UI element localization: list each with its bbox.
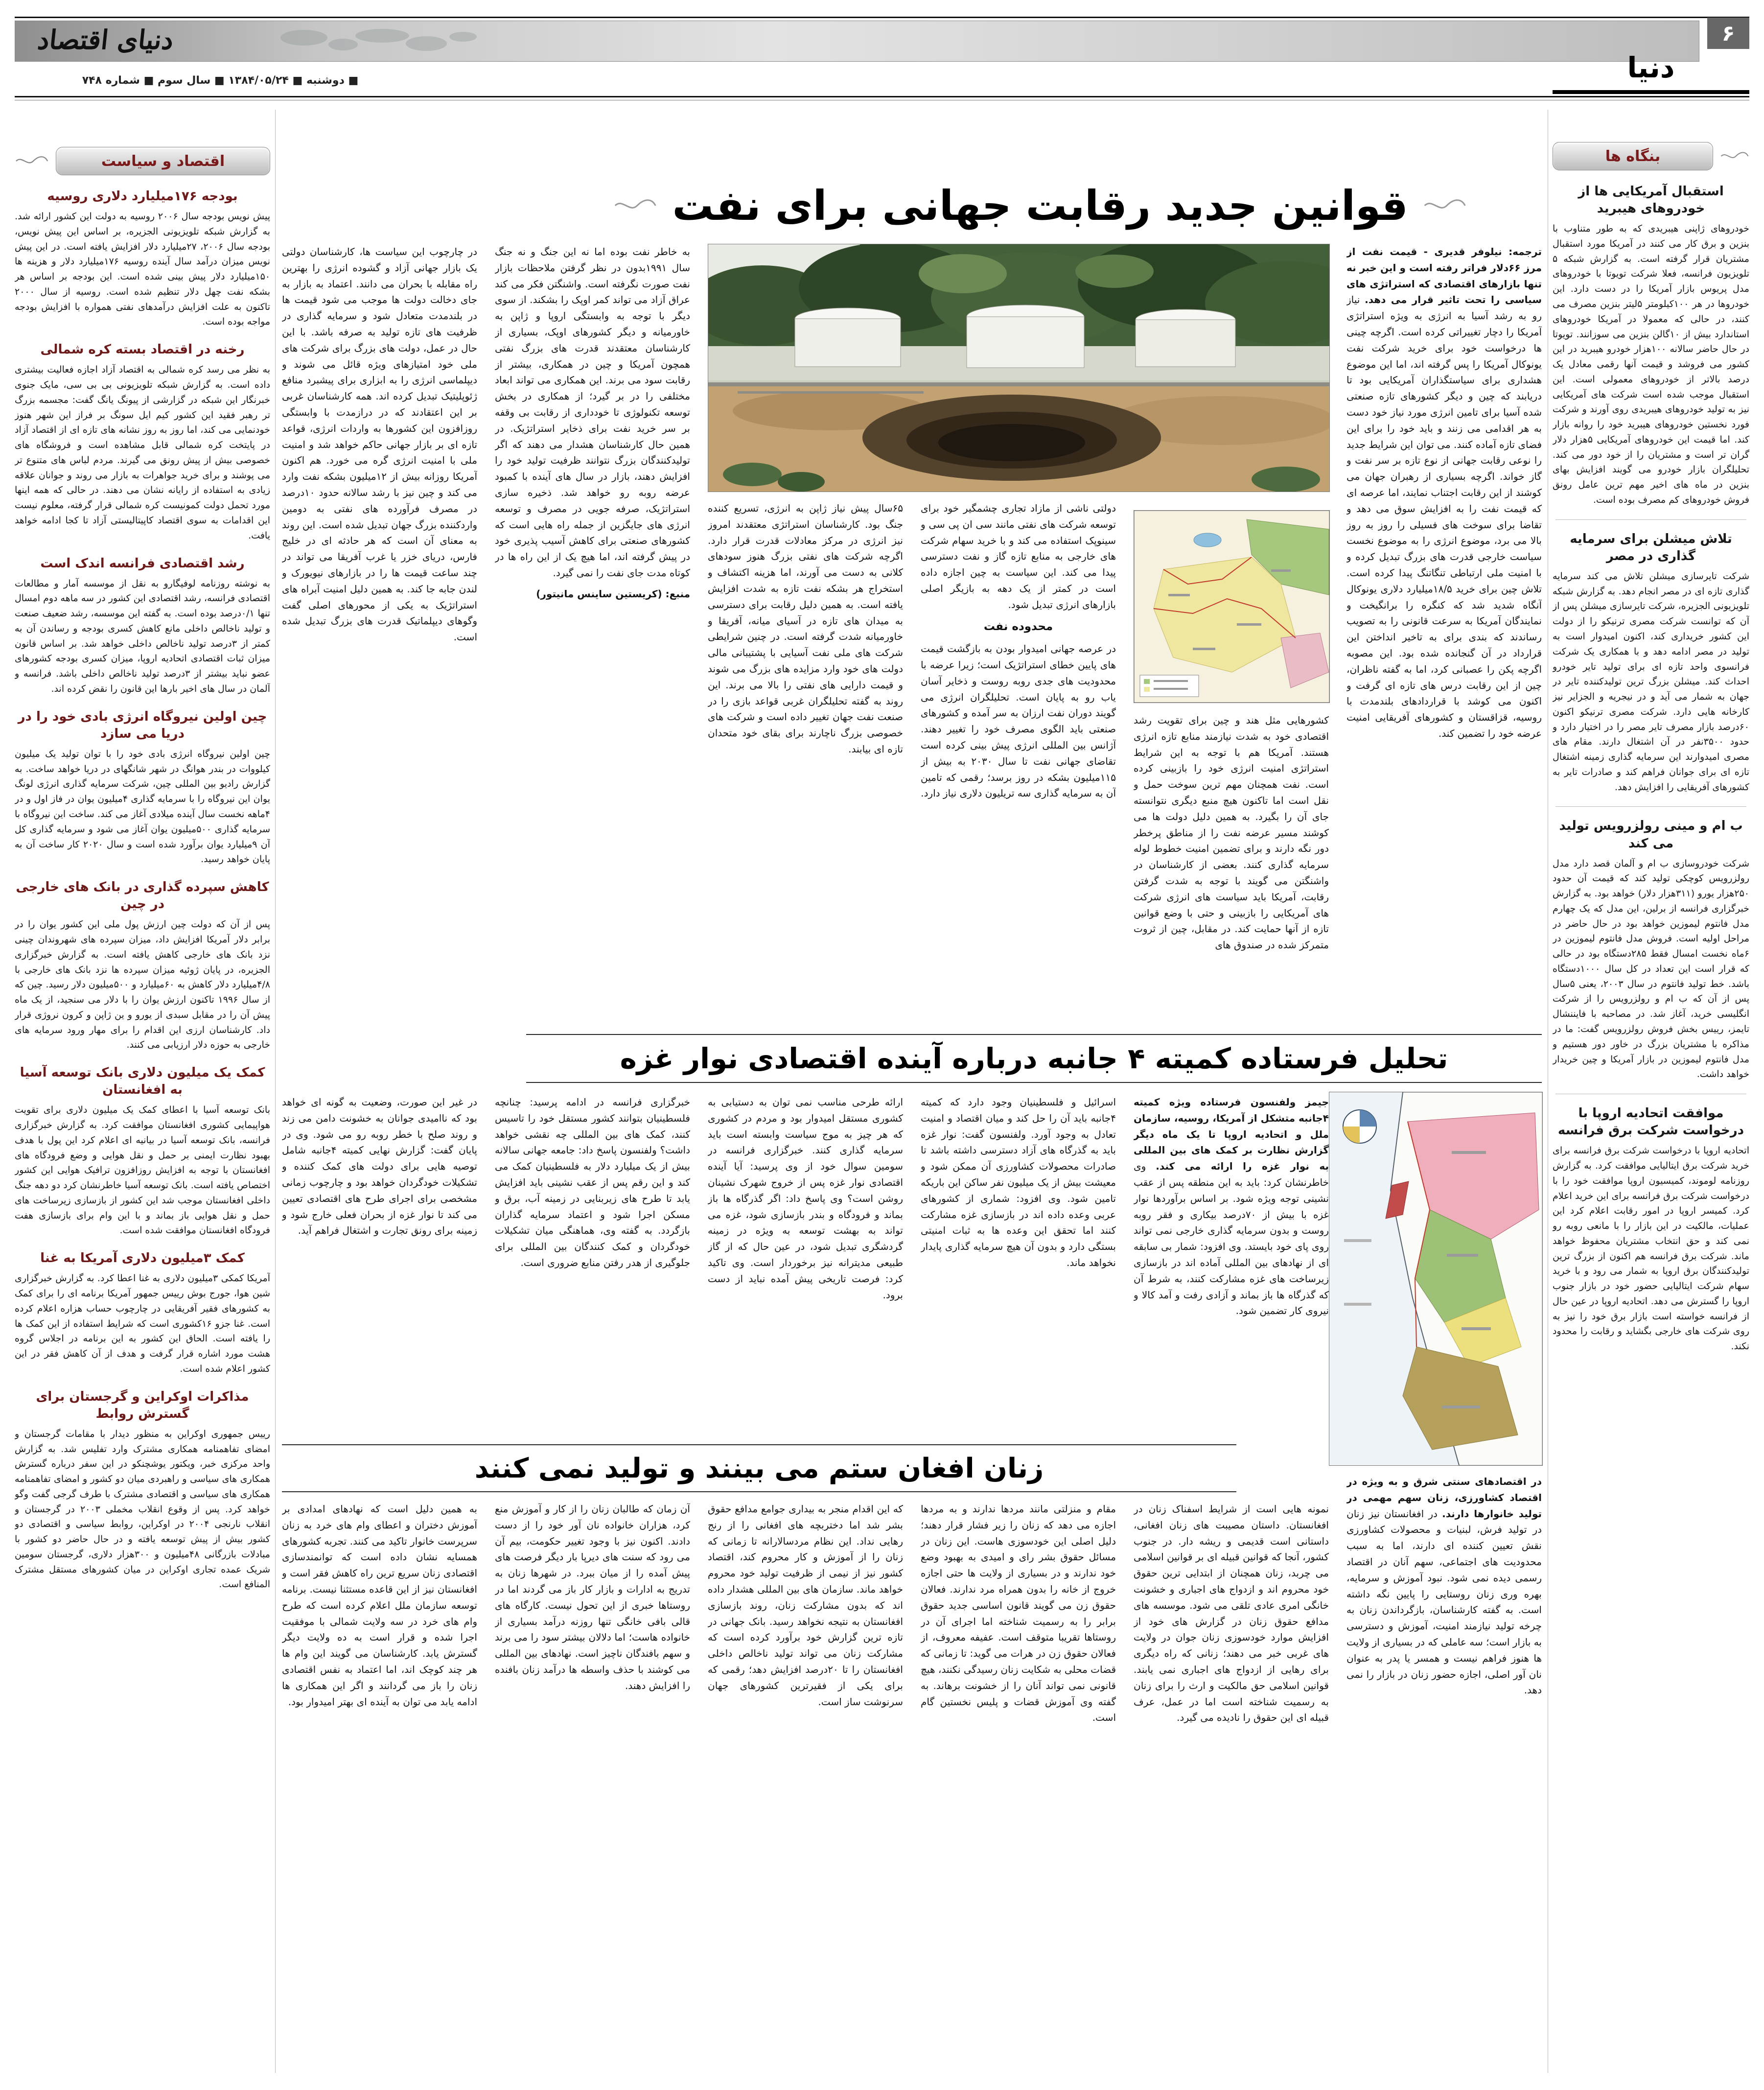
gaza-headline-top-rule bbox=[526, 1034, 1542, 1035]
section-underline-bar bbox=[1553, 90, 1749, 94]
oil-text: دولتی ناشی از مازاد تجاری چشمگیر خود برای توسعه شرکت های نفتی مانند سی ان پی سی و سینوپک استفاده می کند و با خرید سهام شرکت های خارجی به منابع تازه گاز و نفت دسترسی پیدا می کند. این سیاست به چین اجازه داده است در کمتر از یک دهه به بازیگر اصلی بازارهای انرژی تبدیل شود. bbox=[921, 502, 1116, 611]
afghan-headline-top-rule bbox=[282, 1444, 1236, 1445]
brief-title: کمک ۳میلیون دلاری آمریکا به غنا bbox=[40, 1251, 245, 1266]
sidebar-title: ب ام و مینی رولزرویس تولید می کند bbox=[1559, 819, 1743, 851]
sidebar-title: استقبال آمریکایی ها از خودروهای هیبرید bbox=[1578, 184, 1724, 216]
divider bbox=[1555, 806, 1746, 807]
afghan-headline-row bbox=[282, 1448, 1236, 1488]
brief-body: به نظر می رسد کره شمالی به اقتصاد آزاد اجازه فعالیت بیشتری داده است. به گزارش شبکه تلویزیونی بی بی سی، مایک جنوی خبرنگار این شبکه در گزارشی از پیونگ یانگ گفت: مجسمه بزرگ تر رهبر فقید این کشور کیم ایل سونگ بر فراز این شهر هنوز خودنمایی می کند، اما روز به روز نشانه های تازه ای از اقتصاد آزاد در پایتخت کره شمالی قابل مشاهده است و فروشگاه های خصوصی بیش از پیش رونق می گیرند. مردم لباس های متنوع تر می پوشند و برای خرید جواهرات به بازار می روند و جوانان علاقه زیادی به استفاده از رایانه نشان می دهند. در حالی که همه اینها مورد تحمل دولت کمونیست کره شمالی قرار گرفته، معلوم نیست این اقدامات به سوی اقتصاد کاپیتالیستی آزاد تا کجا ادامه خواهد یافت. bbox=[15, 364, 270, 541]
oil-byline-lead: ترجمه: نیلوفر قدیری - قیمت نفت از مرز ۶۶دلار فراتر رفته است و این خبر نه تنها بازارهای اقتصادی که استراتژی های سیاسی را تحت تاثیر قرار می دهد. bbox=[1346, 246, 1542, 306]
afghan-column-5 bbox=[495, 1501, 690, 2071]
sidebar-title: تلاش میشلن برای سرمایه گذاری در مصر bbox=[1570, 531, 1732, 564]
gaza-column-2 bbox=[921, 1094, 1116, 1432]
brief-title: چین اولین نیروگاه انرژی بادی خود را در دریا می سازد bbox=[18, 709, 267, 741]
afghan-lead: در اقتصادهای سنتی شرق و به ویژه در اقتصاد کشاورزی، زنان سهم مهمی در تولید خانوارها دارند. bbox=[1346, 1476, 1542, 1520]
afghan-headline-bottom-rule bbox=[282, 1491, 1236, 1492]
main-rule bbox=[15, 96, 1749, 97]
brief-body: پیش نویس بودجه سال ۲۰۰۶ روسیه به دولت این کشور ارائه شد. به گزارش شبکه تلویزیونی الجزیره، بر اساس این پیش نویس، بودجه سال ۲۰۰۶، ۲۷میلیارد دلار افزایش یافته است. در این پیش نویس میزان درآمد سال آینده روسیه ۱۷۶میلیارد دلار و هزینه ها ۱۵۰میلیارد دلار پیش بینی شده است. این بودجه بر اساس هر بشکه نفت چهل دلار تنظیم شده است. روسیه از سال ۲۰۰۰ تاکنون به علت افزایش درآمدهای نفتی همواره با افزایش بودجه مواجه بوده است. bbox=[15, 211, 270, 328]
brief-title: مذاکرات اوکراین و گرجستان برای گسترش روابط bbox=[36, 1389, 249, 1421]
brief-article bbox=[15, 879, 270, 1053]
afghan-text: که این اقدام منجر به بیداری جوامع مدافع حقوق بشر شد اما دختربچه های افغانی را از رنج رهایی نداد. این نظام مردسالارانه تا زمانی که زنان را از آموزش و کار محروم کند، اقتصاد کشور نیز از نیمی از ظرفیت تولید خود محروم خواهد ماند. سازمان های بین المللی هشدار داده اند که بدون مشارکت زنان، روند بازسازی افغانستان به نتیجه نخواهد رسید. بانک جهانی در تازه ترین گزارش خود برآورد کرده است که مشارکت زنان می تواند تولید ناخالص داخلی افغانستان را تا ۲۰درصد افزایش دهد؛ رقمی که برای یکی از فقیرترین کشورهای جهان سرنوشت ساز است. bbox=[708, 1503, 903, 1708]
oil-text: در عرصه جهانی امیدوار بودن به بازگشت قیمت های پایین خطای استراتژیک است؛ زیرا عرضه با محدودیت های جدی روبه روست و ذخایر آسان یاب رو به پایان است. تحلیلگران انرژی می گویند دوران نفت ارزان به سر آمده و کشورهای صنعتی باید الگوی مصرف خود را تغییر دهند. آژانس بین المللی انرژی پیش بینی کرده است تقاضای جهانی نفت تا سال ۲۰۳۰ به بیش از ۱۱۵میلیون بشکه در روز برسد؛ رقمی که تامین آن به سرمایه گذاری سه تریلیون دلاری نیاز دارد. bbox=[921, 643, 1116, 799]
brief-title: رخنه در اقتصاد بسته کره شمالی bbox=[40, 342, 245, 357]
brief-article bbox=[15, 188, 270, 329]
oil-column-5 bbox=[495, 244, 690, 1020]
oil-text: در چارچوب این سیاست ها، کارشناسان دولتی یک بازار جهانی آزاد و گشوده انرژی را بهترین راه مقابله با بحران می دانند. اعتماد به بازار به جای دخالت دولت ها موجب می شود قیمت ها در بلندمدت متعادل شود و سرمایه گذاری در ظرفیت های تازه تولید به صرفه باشد. با این حال در عمل، دولت های بزرگ برای شرکت های ملی خود امتیازهای ویژه قائل می شوند و دیپلماسی انرژی را به ابزاری برای پیشبرد منافع ژئوپلیتیک تبدیل کرده اند. همه کارشناسان غربی بر این اعتقادند که در درازمدت با وابستگی روزافزون این کشورها به واردات انرژی، قواعد تازه ای بر بازار جهانی حاکم خواهد شد و امنیت ملی با امنیت انرژی گره می خورد. هم اکنون آمریکا روزانه بیش از ۱۲میلیون بشکه نفت وارد می کند و چین نیز با رشد سالانه حدود ۱۰درصد در مصرف فرآورده های نفتی به دومین واردکننده بزرگ جهان تبدیل شده است. این روند به معنای آن است که هر حادثه ای در خلیج فارس، دریای خزر یا غرب آفریقا می تواند در چند ساعت قیمت ها را در بازارهای نیویورک و لندن جابه جا کند. به همین دلیل امنیت آبراه های استراتژیک به یکی از محورهای اصلی گفت وگوهای دیپلماتیک قدرت های بزرگ تبدیل شده است. bbox=[282, 246, 477, 643]
oil-column-2 bbox=[1134, 712, 1329, 1020]
sidebar-article bbox=[1553, 818, 1749, 1082]
sidebar-body: اتحادیه اروپا با درخواست شرکت برق فرانسه برای خرید شرکت برق ایتالیایی موافقت کرد. به گزارش روزنامه لوموند، کمیسیون اروپا موافقت خود را با درخواست شرکت برق فرانسه برای این خرید اعلام کرد. کمیسر اروپا در امور رقابت اعلام کرد این عملیات، مالکیت در این بازار را با مانعی روبه رو نمی کند و حق انتخاب مشتریان محفوظ خواهد ماند. شرکت برق فرانسه هم اکنون از بزرگ ترین تولیدکنندگان برق اروپا به شمار می رود و با خرید سهام شرکت ایتالیایی حضور خود در بازار جنوب اروپا را گسترش می دهد. اتحادیه اروپا در عین حال از فرانسه خواسته است بازار برق خود را نیز به روی شرکت های خارجی بگشاید و رقابت را محدود نکند. bbox=[1553, 1145, 1749, 1352]
brief-article bbox=[15, 708, 270, 867]
brief-article bbox=[15, 555, 270, 697]
oil-headline: قوانین جدید رقابت جهانی برای نفت bbox=[672, 182, 1408, 230]
page-number: ۶ bbox=[1707, 18, 1749, 49]
gaza-headline-bottom-rule bbox=[526, 1082, 1542, 1083]
flourish-icon bbox=[1423, 197, 1467, 214]
brief-body: پس از آن که دولت چین ارزش پول ملی این کشور یوان را در برابر دلار آمریکا افزایش داد، میزان سپرده های شهروندان چینی نزد بانک های خارجی کاهش یافته است. به گزارش خبرگزاری الجزیره، در پایان ژوئیه میزان سپرده ها نزد بانک های خارجی با ۴/۸میلیارد دلار کاهش به ۶۰میلیارد و ۵۰۰میلیون دلار رسید. چین که از سال ۱۹۹۶ تاکنون ارزش یوان را با دلار می سنجید، از یک ماه پیش آن را در مقابل سبدی از یورو و ین ژاپن و کرون نروژی قرار داد. کارشناسان ارزی این اقدام را برای مهار ورود سرمایه های خارجی به حوزه دلار ارزیابی می کنند. bbox=[15, 919, 270, 1051]
gaza-text: اسرائیل و فلسطینیان وجود دارد که کمیته ۴جانبه باید آن را حل کند و میان اقتصاد و امنیت تعادل به وجود آورد. ولفنسون گفت: نوار غزه باید به گذرگاه های آزاد دسترسی داشته باشد تا صادرات محصولات کشاورزی آن ممکن شود و معیشت بیش از یک میلیون نفر ساکن این باریکه تامین شود. وی افزود: شماری از کشورهای عربی وعده داده اند در بازسازی غزه مشارکت کنند اما تحقق این وعده ها به ثبات امنیتی بستگی دارد و بدون آن هیچ سرمایه گذاری پایدار نخواهد ماند. bbox=[921, 1096, 1116, 1268]
oil-text: ۶۵سال پیش نیاز ژاپن به انرژی، تسریع کننده جنگ بود. کارشناسان استراتژی معتقدند امروز نیز انرژی در مرکز معادلات قدرت قرار دارد. اگرچه شرکت های نفتی بزرگ هنوز سودهای کلانی به دست می آورند، اما هزینه اکتشاف و استخراج هر بشکه نفت تازه به شدت افزایش یافته است. به همین دلیل رقابت برای دسترسی به میدان های تازه در آسیای میانه، آفریقا و خاورمیانه شدت گرفته است. در چنین شرایطی شرکت های ملی نفت آسیایی با پشتیبانی مالی دولت های خود وارد مزایده های بزرگ می شوند و قیمت دارایی های نفتی را بالا می برند. این روند به گفته تحلیلگران غربی قواعد بازی را در صنعت نفت جهان تغییر داده است و شرکت های خصوصی بزرگ ناچارند برای بقای خود متحدان تازه ای بیابند. bbox=[708, 502, 903, 755]
sidebar-body: شرکت خودروسازی ب ام و آلمان قصد دارد مدل رولزرویس کوچکی تولید کند که قیمت آن حدود ۲۵۰هزار یورو (۳۱۱هزار دلار) خواهد بود. به گزارش خبرگزاری فرانسه از برلین، این مدل که یک چهارم مدل فانتوم لیموزین خواهد بود در حال حاضر در مراحل اولیه است. فروش مدل فانتوم لیموزین در ۶ماه نخست امسال فقط ۲۸۵دستگاه بود در حالی که قرار است این تعداد در کل سال ۱۰۰۰دستگاه باشد. خط تولید فانتوم در سال ۲۰۰۳، یعنی ۵سال پس از آن که ب ام و رولزرویس را از شرکت انگلیسی خرید، آغاز شد. در مصاحبه با فایننشال تایمز، رییس بخش فروش رولزرویس گفت: ما در مذاکره با مشتریان بزرگ در خاور دور هستیم و مدل فانتوم لیموزین در بازار آمریکا و چین خریدار خواهد داشت. bbox=[1553, 858, 1749, 1080]
afghan-text: به همین دلیل است که نهادهای امدادی بر آموزش دختران و اعطای وام های خرد به زنان سرپرست خانوار تاکید می کنند. تجربه کشورهای همسایه نشان داده است که توانمندسازی اقتصادی زنان سریع ترین راه کاهش فقر است و افغانستان نیز از این قاعده مستثنا نیست. برنامه توسعه سازمان ملل اعلام کرده است که طرح وام های خرد در سه ولایت شمالی با موفقیت اجرا شده و قرار است به ده ولایت دیگر گسترش یابد. کارشناسان می گویند این وام ها هر چند کوچک اند، اما اعتماد به نفس اقتصادی زنان را باز می گردانند و اگر این همکاری ها ادامه یابد می توان به آینده ای بهتر امیدوار بود. bbox=[282, 1503, 477, 1708]
afghan-column-6 bbox=[282, 1501, 477, 2071]
oil-article-headline-row bbox=[538, 177, 1542, 234]
oil-text: نیاز رو به رشد آسیا به انرژی به ویژه استراتژی آمریکا را دچار تغییراتی کرده است. اگرچه چینی ها درخواست خود برای خرید شرکت نفت یونوکال آمریکا را پس گرفته اند، اما این موضوع هشداری برای سیاستگذاران آمریکایی بود تا دریابند که چین و دیگر کشورهای تازه صنعتی شده آسیا برای تامین انرژی مورد نیاز خود دست به هر اقدامی می زنند و باید خود را برای این فضای تازه آماده کنند. می توان این شرایط جدید را نوعی رقابت جهانی از نوع تازه بر سر نفت و گاز خواند. اگرچه بسیاری از رهبران جهان می کوشند از این رقابت اجتناب نمایند، اما عرصه ای که قیمت نفت را به افزایش سوق می دهد و تقاضا برای سوخت های فسیلی را روز به روز بالا می برد، موضوع انرژی را به موضوع نخست سیاست خارجی قدرت های بزرگ تبدیل کرده و با امنیت ملی ارتباطی تنگاتنگ پیدا کرده است. تلاش چین برای خرید ۱۸/۵میلیارد دلاری یونوکال آنگاه شدید شد که کنگره را برانگیخت و نمایندگان آمریکا به سرعت قانونی را به تصویب رساندند که بندی برای به تاخیر انداختن این قرارداد در آن گنجانده شده بود. این مصوبه اگرچه پکن را عصبانی کرد، اما به گفته ناظران، چین از این رقابت درس های تازه ای گرفت و اکنون می کوشد با قراردادهای بلندمدت با روسیه، قزاقستان و کشورهای آفریقایی امنیت عرضه خود را تضمین کند. bbox=[1346, 294, 1542, 739]
afghan-text: در افغانستان نیز زنان در تولید فرش، لبنیات و محصولات کشاورزی نقش تعیین کننده ای دارند، اما به سبب محدودیت های اجتماعی، سهم آنان در اقتصاد رسمی دیده نمی شود. نبود آموزش و سرمایه، بهره وری زنان روستایی را پایین نگه داشته است. به گفته کارشناسان، بازگرداندن زنان به چرخه تولید نیازمند امنیت، آموزش و دسترسی به بازار است؛ سه عاملی که در بسیاری از ولایت ها هنوز فراهم نیست و همسر یا پدر به عنوان نان آور اصلی، اجازه حضور زنان در بازار را نمی دهد. bbox=[1346, 1507, 1542, 1696]
brief-body: به نوشته روزنامه لوفیگارو به نقل از موسسه آمار و مطالعات اقتصادی فرانسه، رشد اقتصادی این کشور در سه ماهه دوم امسال تنها ۰/۱درصد بوده است. به گفته این موسسه، رشد ضعیف صنعت و تولید ناخالص داخلی مانع کاهش کسری بودجه و رساندن آن به کمتر از ۳درصد تولید ناخالص داخلی خواهد شد. بر اساس قانون میزان ثبات اقتصادی اتحادیه اروپا، میزان کسری بودجه کشورهای عضو نباید بیشتر از ۳درصد تولید ناخالص داخلی باشد. فرانسه و آلمان در سال های اخیر بارها این قانون را نقض کرده اند. bbox=[15, 578, 270, 694]
sidebar-body: شرکت تایرسازی میشلن تلاش می کند سرمایه گذاری تازه ای در مصر انجام دهد. به گزارش شبکه تلویزیونی الجزیره، شرکت تایرسازی میشلن پس از آن که توانست شرکت مصری ترنیکو را از دولت این کشور خریداری کند، اکنون امیدوار است به تولید در مصر ادامه دهد و با همکاری یک شرکت فرانسوی واحد تازه ای برای تولید تایر خودرو احداث کند. میشلن بزرگ ترین تولیدکننده تایر در جهان به شمار می آید و در نیجریه و الجزایر نیز کارخانه هایی دارد. شرکت مصری ترنیکو اکنون ۶۰درصد بازار مصرف تایر مصر را در اختیار دارد و حدود ۳۵۰۰نفر در آن اشتغال دارند. مقام های مصری امیدوارند این سرمایه گذاری زمینه اشتغال تازه ای برای جوانان فراهم کند و صادرات تایر به کشورهای آفریقایی را افزایش دهد. bbox=[1553, 570, 1749, 793]
newspaper-logo: دنیای اقتصاد bbox=[36, 24, 175, 55]
sidebar-header: بنگاه ها bbox=[1553, 142, 1713, 170]
brief-article bbox=[15, 1064, 270, 1238]
afghan-column-2 bbox=[1134, 1501, 1329, 2071]
gaza-text: خبرگزاری فرانسه در ادامه پرسید: چنانچه فلسطینیان بتوانند کشور مستقل خود را تاسیس کنند، کمک های بین المللی چه نقشی خواهد داشت؟ ولفنسون پاسخ داد: جامعه جهانی سالانه بیش از یک میلیارد دلار به فلسطینیان کمک می کند و این رقم پس از عقب نشینی باید افزایش یابد تا طرح های زیربنایی در زمینه آب، برق و مسکن اجرا شود و اعتماد سرمایه گذاران بازگردد. به گفته وی، هماهنگی میان تشکیلات خودگردان و کمک کنندگان بین المللی برای جلوگیری از هدر رفتن منابع ضروری است. bbox=[495, 1096, 690, 1268]
afghan-column-3 bbox=[921, 1501, 1116, 2071]
flourish-icon bbox=[613, 197, 657, 214]
oil-column-3 bbox=[921, 500, 1116, 1020]
afghan-text: نمونه هایی است از شرایط اسفناک زنان در افغانستان. داستان مصیبت های زنان افغانی، داستانی است قدیمی و ریشه دار. در جنوب کشور، آنجا که قوانین قبیله ای بر قوانین اسلامی می چربد، زنان همچنان از ابتدایی ترین حقوق خود محروم اند و ازدواج های اجباری و خشونت خانگی امری عادی تلقی می شود. موسسه های مدافع حقوق زنان در گزارش های خود از افزایش موارد خودسوزی زنان جوان در ولایت های غربی خبر می دهند؛ زنانی که راه دیگری برای رهایی از ازدواج های اجباری نمی یابند. قوانین اسلامی حق مالکیت و ارث را برای زنان به رسمیت شناخته است اما در عمل، عرف قبیله ای این حقوق را نادیده می گیرد. bbox=[1134, 1503, 1329, 1724]
oil-column-4 bbox=[708, 500, 903, 1020]
flourish-icon bbox=[1720, 148, 1749, 164]
brief-article bbox=[15, 1250, 270, 1376]
gaza-column-5 bbox=[282, 1094, 477, 1432]
brief-title: بودجه ۱۷۶میلیارد دلاری روسیه bbox=[47, 189, 238, 204]
gaza-map-graphic bbox=[1329, 1092, 1543, 1466]
world-map-graphic bbox=[270, 25, 480, 57]
sidebar-article bbox=[1553, 1105, 1749, 1354]
source-line: منبع: (کریستین ساینس مانیتور) bbox=[536, 587, 690, 600]
gaza-column-4 bbox=[495, 1094, 690, 1432]
flourish-icon bbox=[15, 153, 49, 169]
brief-title: رشد اقتصادی فرانسه اندک است bbox=[40, 556, 245, 571]
gaza-text: وی خاطرنشان کرد: باید به این منطقه پس از عقب نشینی توجه ویژه شود. بر اساس برآوردها نوار غزه با بیش از ۷۰درصد بیکاری و فقر روبه روست و بدون سرمایه گذاری خارجی نمی تواند روی پای خود بایستد. وی افزود: شمار بی سابقه ای از نهادهای بین المللی آماده اند در بازسازی زیرساخت های غزه مشارکت کنند، به شرط آن که گذرگاه ها باز بماند و آزادی رفت و آمد کالا و نیروی کار تضمین شود. bbox=[1134, 1160, 1329, 1317]
brief-article bbox=[15, 341, 270, 543]
afghan-text: مقام و منزلتی مانند مردها ندارند و به مردها اجازه می دهد که زنان را زیر فشار قرار دهند؛ دلیل اصلی این خودسوزی هاست. این زنان در مسائل حقوق بشر رای و امیدی به بهبود وضع خود ندارند و در بسیاری از ولایت ها حتی اجازه خروج از خانه را بدون همراه مرد ندارند. فعالان حقوق زن می گویند قانون اساسی جدید حقوق برابر را به رسمیت شناخته اما اجرای آن در روستاها تقریبا متوقف است. عفیفه معروف، از فعالان حقوق زن در هرات می گوید: تا زمانی که قضات محلی به شکایت زنان رسیدگی نکنند، هیچ قانونی نمی تواند آنان را از خشونت برهاند. به گفته وی آموزش قضات و پلیس نخستین گام است. bbox=[921, 1503, 1116, 1724]
brief-title: کمک یک میلیون دلاری بانک توسعه آسیا به افغانستان bbox=[20, 1065, 265, 1098]
oil-column-6 bbox=[282, 244, 477, 1020]
region-map-graphic bbox=[1134, 510, 1330, 703]
divider bbox=[1555, 519, 1746, 520]
brief-body: آمریکا کمکی ۳میلیون دلاری به غنا اعطا کرد. به گزارش خبرگزاری شین هوا، جورج بوش رییس جمهور آمریکا برنامه ای را برای کمک به کشورهای فقیر آفریقایی در چارچوب حساب هزاره اعلام کرده است. غنا جزو ۱۶کشوری است که شرایط استفاده از این کمک ها را یافته است. الحاق این کشور به این برنامه در اجلاس گروه هشت مورد اشاره قرار گرفت و هدف از آن کاهش فقر در این کشور اعلام شده است. bbox=[15, 1273, 270, 1374]
brief-title: کاهش سپرده گذاری در بانک های خارجی در چین bbox=[16, 880, 269, 912]
gaza-column-3 bbox=[708, 1094, 903, 1432]
section-title: دنیا bbox=[1627, 51, 1675, 84]
oil-facility-photo bbox=[708, 244, 1330, 492]
oil-subhead: محدوده نفت bbox=[983, 620, 1053, 633]
gaza-text: در غیر این صورت، وضعیت به گونه ای خواهد بود که ناامیدی جوانان به خشونت دامن می زند و روند صلح با خطر روبه رو می شود. وی در پایان گفت: گزارش نهایی کمیته ۴جانبه شامل توصیه هایی برای دولت های کمک کننده و تشکیلات خودگردان خواهد بود و چارچوب زمانی مشخصی برای اجرای طرح های اقتصادی تعیین می کند تا نوار غزه از بحران فعلی خارج شود و زمینه برای رونق تجارت و اشتغال فراهم آید. bbox=[282, 1096, 477, 1237]
gaza-lead: جیمز ولفنسون فرستاده ویژه کمیته ۴جانبه متشکل از آمریکا، روسیه، سازمان ملل و اتحادیه اروپا تا یک ماه دیگر گزارش نظارت بر کمک های بین المللی به نوار غزه را ارائه می کند. bbox=[1134, 1096, 1329, 1173]
brief-article bbox=[15, 1388, 270, 1593]
afghan-text: آن زمان که طالبان زنان را از کار و آموزش منع کرد، هزاران خانواده نان آور خود را از دست دادند. اکنون نیز با وجود تغییر حکومت، بیم آن می رود که سنت های دیرپا بار دیگر فرصت های پیش آمده را از میان ببرد. در شهرها زنان به تدریج به ادارات و بازار کار باز می گردند اما در روستاها خبری از این تحول نیست. کارگاه های قالی بافی خانگی تنها روزنه درآمد بسیاری از خانواده هاست؛ اما دلالان بیشتر سود را می برند و سهم بافندگان ناچیز است. نهادهای بین المللی می کوشند با حذف واسطه ها درآمد زنان بافنده را افزایش دهند. bbox=[495, 1503, 690, 1691]
sidebar-body: خودروهای ژاپنی هیبریدی که به طور متناوب با بنزین و برق کار می کنند در آمریکا مورد استقبال مشتریان قرار گرفته است. به گزارش شبکه ۵ تلویزیون فرانسه، فعلا شرکت تویوتا با خودروهای مدل پریوس بازار آمریکا را در دست دارد. این خودروها در هر ۱۰۰کیلومتر ۵لیتر بنزین مصرف می کنند، در حالی که معمولا در آمریکا خودروهای استاندارد بیش از ۱۰گالن بنزین می سوزانند. تویوتا در حال حاضر سالانه ۱۰۰هزار خودرو هیبرید در این کشور می فروشد و قیمت آنها رقمی معادل یک درصد بالاتر از خودروهای معمولی است. این استقبال موجب شده است شرکت های آمریکایی نیز به تولید خودروهای هیبریدی روی آورند و شرکت فورد نخستین خودروهای هیبرید خود را روانه بازار کند. اما قیمت این خودروهای آمریکایی ۵هزار دلار گران تر است و مشتریان را از خود دور می کند. تحلیلگران بازار خودرو می گویند افزایش بهای بنزین در ماه های اخیر مهم ترین عامل رونق فروش خودروهای کم مصرف بوده است. bbox=[1553, 223, 1749, 505]
oil-text: کشورهایی مثل هند و چین برای تقویت رشد اقتصادی خود به شدت نیازمند منابع تازه انرژی هستند. آمریکا هم با توجه به این شرایط استراتژی امنیت انرژی خود را بازبینی کرده است. نفت همچنان مهم ترین سوخت حمل و نقل است اما تاکنون هیچ منبع دیگری نتوانسته جای آن را بگیرد. به همین دلیل دولت ها می کوشند مسیر عرضه نفت را از مناطق پرخطر دور نگه دارند و برای تضمین امنیت خطوط لوله سرمایه گذاری کنند. بعضی از کارشناسان در واشنگتن می گویند با توجه به شدت گرفتن رقابت، آمریکا باید سیاست های انرژی شرکت های آمریکایی را بازبینی و حتی با وضع قوانین تازه از آنها حمایت کند. در مقابل، چین از ثروت متمرکز شده در صندوق های bbox=[1134, 714, 1329, 951]
gaza-column-1 bbox=[1134, 1094, 1329, 1432]
left-column-header: اقتصاد و سیاست bbox=[56, 147, 270, 175]
sidebar-title: موافقت اتحادیه اروپا با درخواست شرکت برق فرانسه bbox=[1557, 1106, 1744, 1138]
sidebar-article bbox=[1553, 183, 1749, 508]
sidebar-article bbox=[1553, 531, 1749, 795]
brief-body: بانک توسعه آسیا با اعطای کمک یک میلیون دلاری برای تقویت هواپیمایی کشوری افغانستان موافقت کرد. به گزارش خبرگزاری فرانسه، بانک توسعه آسیا در بیانیه ای اعلام کرد این پول با هدف بهبود نظارت ایمنی بر حمل و نقل هوایی و وضع فرودگاه های افغانستان با توجه به افزایش روزافزون ترافیک هوایی این کشور اختصاص یافته است. بانک توسعه آسیا خاطرنشان کرد دو دهه جنگ داخلی افغانستان موجب شد این کشور از بازسازی زیرساخت های حمل و نقل هوایی باز بماند و با این وام برای بازسازی هفت فرودگاه افغانستان موافقت شده است. bbox=[15, 1104, 270, 1236]
afghan-column-4 bbox=[708, 1501, 903, 2071]
oil-column-1 bbox=[1346, 244, 1542, 1020]
top-rule bbox=[15, 17, 1749, 18]
masthead-strip bbox=[15, 21, 1699, 62]
afghan-column-1 bbox=[1346, 1474, 1542, 2071]
gaza-headline-row bbox=[526, 1038, 1542, 1079]
afghan-headline: زنان افغان ستم می بینند و تولید نمی کنند bbox=[474, 1452, 1044, 1484]
brief-body: چین اولین نیروگاه انرژی بادی خود را با توان تولید یک میلیون کیلووات در بندر هوانگ در شهر شانگهای در دریا خواهد ساخت. به گزارش رادیو بین المللی چین، شرکت سرمایه گذاری انرژی لونگ یوان این نیروگاه را با سرمایه گذاری ۴میلیون یوان در فاز اول و در ۴ماهه نخست سال آینده میلادی آغاز می کند. ساخت این نیروگاه با سرمایه گذاری ۵۰۰میلیون یوان آغاز می شود و سرمایه گذاری کل آن ۹میلیارد یوان برآورد شده است و سال ۲۰۲۰ کار ساخت آن به پایان خواهد رسید. bbox=[15, 748, 270, 865]
oil-text: به خاطر نفت بوده اما نه این جنگ و نه جنگ سال ۱۹۹۱بدون در نظر گرفتن ملاحظات بازار نفت صورت نگرفته است. واشنگتن فکر می کند عراق آزاد می تواند کمر اوپک را بشکند. از سوی دیگر با توجه به وابستگی اروپا و ژاپن به خاورمیانه و دیگر کشورهای اوپک، بسیاری از کارشناسان معتقدند قدرت های بزرگ نفتی همچون آمریکا و چین در همکاری، بیشتر از رقابت سود می برند. این همکاری می تواند ابعاد مختلفی را در بر گیرد؛ از همکاری در بخش توسعه تکنولوژی تا خودداری از رقابت بی وقفه بر سر خرید نفت برای ذخایر استراتژیک. در همین حال کارشناسان هشدار می دهند که اگر تولیدکنندگان بزرگ نتوانند ظرفیت تولید خود را افزایش دهند، بازار در سال های آینده با کمبود عرضه روبه رو خواهد شد. ذخیره سازی استراتژیک، صرفه جویی در مصرف و توسعه انرژی های جایگزین از جمله راه هایی است که کشورهای صنعتی برای کاهش آسیب پذیری خود در پیش گرفته اند، اما هیچ یک از این راه ها در کوتاه مدت جای نفت را نمی گیرد. bbox=[495, 246, 690, 579]
left-briefs-column bbox=[15, 147, 270, 2076]
brief-body: رییس جمهوری اوکراین به منظور دیدار با مقامات گرجستان و امضای تفاهمنامه همکاری مشترک وارد تفلیس شد. به گزارش واحد مرکزی خبر، ویکتور یوشچنکو در این سفر درباره گسترش همکاری های سیاسی و راهبردی میان دو کشور و امضای تفاهمنامه همکاری های سیاسی و اقتصادی مشترک با طرف گرجی گفت وگو خواهد کرد. پس از وقوع انقلاب مخملی ۲۰۰۳ در گرجستان و انقلاب نارنجی ۲۰۰۴ در اوکراین، روابط سیاسی و اقتصادی دو کشور بیش از پیش توسعه یافته و در حال حاضر دو کشور با مبادلات بازرگانی ۴۸میلیون و ۳۰۰هزار دلاری، گرجستان سومین شریک عمده تجاری اوکراین در میان کشورهای مستقل مشترک المنافع است. bbox=[15, 1428, 270, 1590]
gaza-text: ارائه طرحی مناسب نمی توان به دستیابی به کشوری مستقل امیدوار بود و مردم در کشوری که هر چیز به موج سیاست وابسته است باید سرمایه گذاری کنند. خبرگزاری فرانسه در سومین سوال خود از وی پرسید: آیا آینده اقتصادی نوار غزه پس از خروج شهرک نشینان روشن است؟ وی پاسخ داد: اگر گذرگاه ها باز بماند و فرودگاه و بندر بازسازی شود، غزه می تواند به بهشت توسعه به ویژه در زمینه گردشگری تبدیل شود، در عین حال که از گاز طبیعی مدیترانه نیز برخوردار است. وی تاکید کرد: فرصت تاریخی پیش آمده نباید از دست برود. bbox=[708, 1096, 903, 1301]
dateline: ■ دوشنبه ■ ۱۳۸۴/۰۵/۲۴ ■ سال سوم ■ شماره ۷۴۸ bbox=[82, 74, 359, 87]
companies-sidebar bbox=[1553, 142, 1749, 2076]
gaza-headline: تحلیل فرستاده کمیته ۴ جانبه درباره آینده اقتصادی نوار غزه bbox=[620, 1042, 1448, 1075]
column-divider-left bbox=[275, 110, 276, 2073]
